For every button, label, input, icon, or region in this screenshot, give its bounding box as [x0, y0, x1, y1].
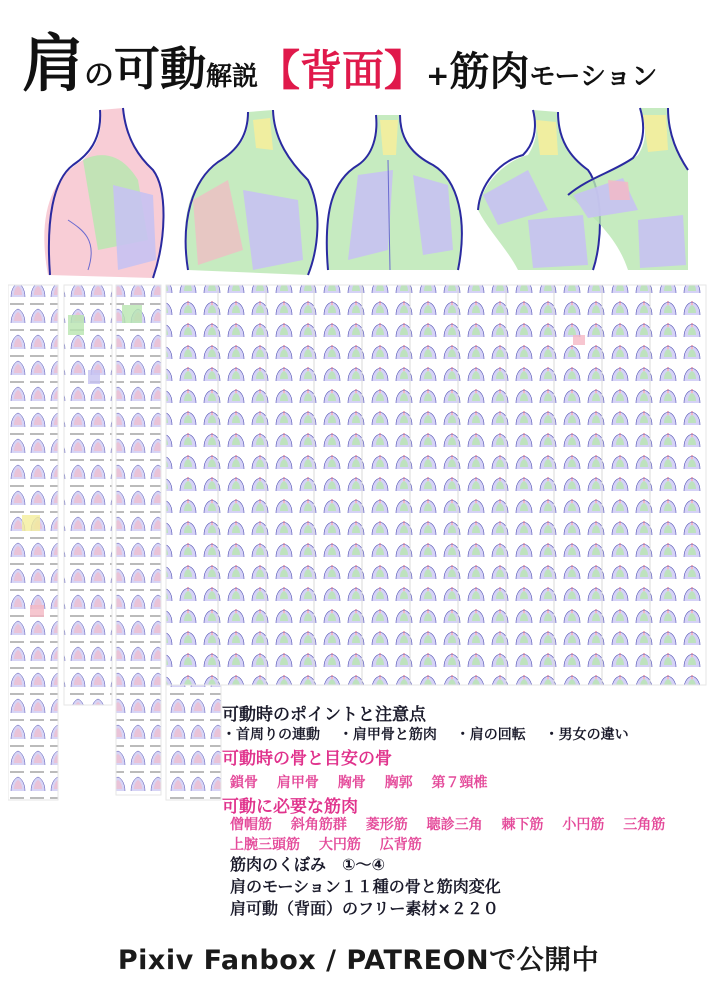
bone-item: 胸骨	[337, 775, 366, 791]
title-haimen: 【背面】	[258, 46, 427, 95]
point-item: ・男女の違い	[544, 727, 629, 743]
muscle-item: 上腕三頭筋	[230, 837, 300, 853]
title-kadou: 可動	[114, 42, 207, 96]
footer-banner: Pixiv Fanbox / PATREONで公開中	[117, 945, 600, 976]
bone-item: 肩甲骨	[276, 775, 319, 791]
shoulder-figure-2	[185, 110, 318, 275]
title-kata: 肩	[22, 27, 85, 100]
shoulder-figure-1	[44, 108, 163, 278]
bones-list	[230, 772, 502, 792]
muscle-item: 棘下筋	[501, 817, 544, 833]
muscle-item: 斜角筋群	[290, 817, 347, 833]
bone-item: 胸郭	[384, 775, 413, 791]
heading-points: 可動時のポイントと注意点	[222, 705, 426, 725]
free-material-line: 肩可動（背面）のフリー素材×２２０	[230, 899, 499, 918]
muscle-item: 広背筋	[379, 837, 422, 853]
point-item: ・首周りの連動	[222, 727, 320, 743]
muscle-item: 小円筋	[562, 817, 605, 833]
muscle-item: 大円筋	[318, 837, 361, 853]
shoulder-figure-3	[327, 115, 462, 270]
muscle-item: 菱形筋	[365, 817, 408, 833]
point-item: ・肩の回転	[455, 727, 526, 743]
heading-muscles: 可動に必要な筋肉	[222, 797, 358, 817]
muscle-item: 聴診三角	[426, 817, 483, 833]
muscles-list-row1	[230, 814, 679, 834]
title-kinniku: 筋肉	[449, 49, 530, 95]
main-title	[22, 14, 702, 100]
title-kaisetsu: 解説	[206, 62, 259, 92]
title-no: の	[84, 58, 115, 93]
title-plus: +	[426, 59, 450, 92]
heading-bones: 可動時の骨と目安の骨	[222, 749, 392, 769]
motion-line: 肩のモーション１１種の骨と筋肉変化	[230, 877, 501, 896]
shoulder-illustrations	[28, 100, 693, 280]
dent-line: 筋肉のくぼみ ①～④	[230, 855, 386, 874]
bone-item: 第７頸椎	[431, 775, 488, 791]
muscle-item: 僧帽筋	[230, 817, 272, 833]
muscle-item: 三角筋	[623, 817, 666, 833]
point-item: ・肩甲骨と筋肉	[338, 727, 437, 743]
bone-item: 鎖骨	[230, 775, 258, 791]
muscles-list-row2	[230, 834, 436, 854]
points-list	[222, 724, 643, 744]
title-motion: モーション	[529, 62, 658, 92]
